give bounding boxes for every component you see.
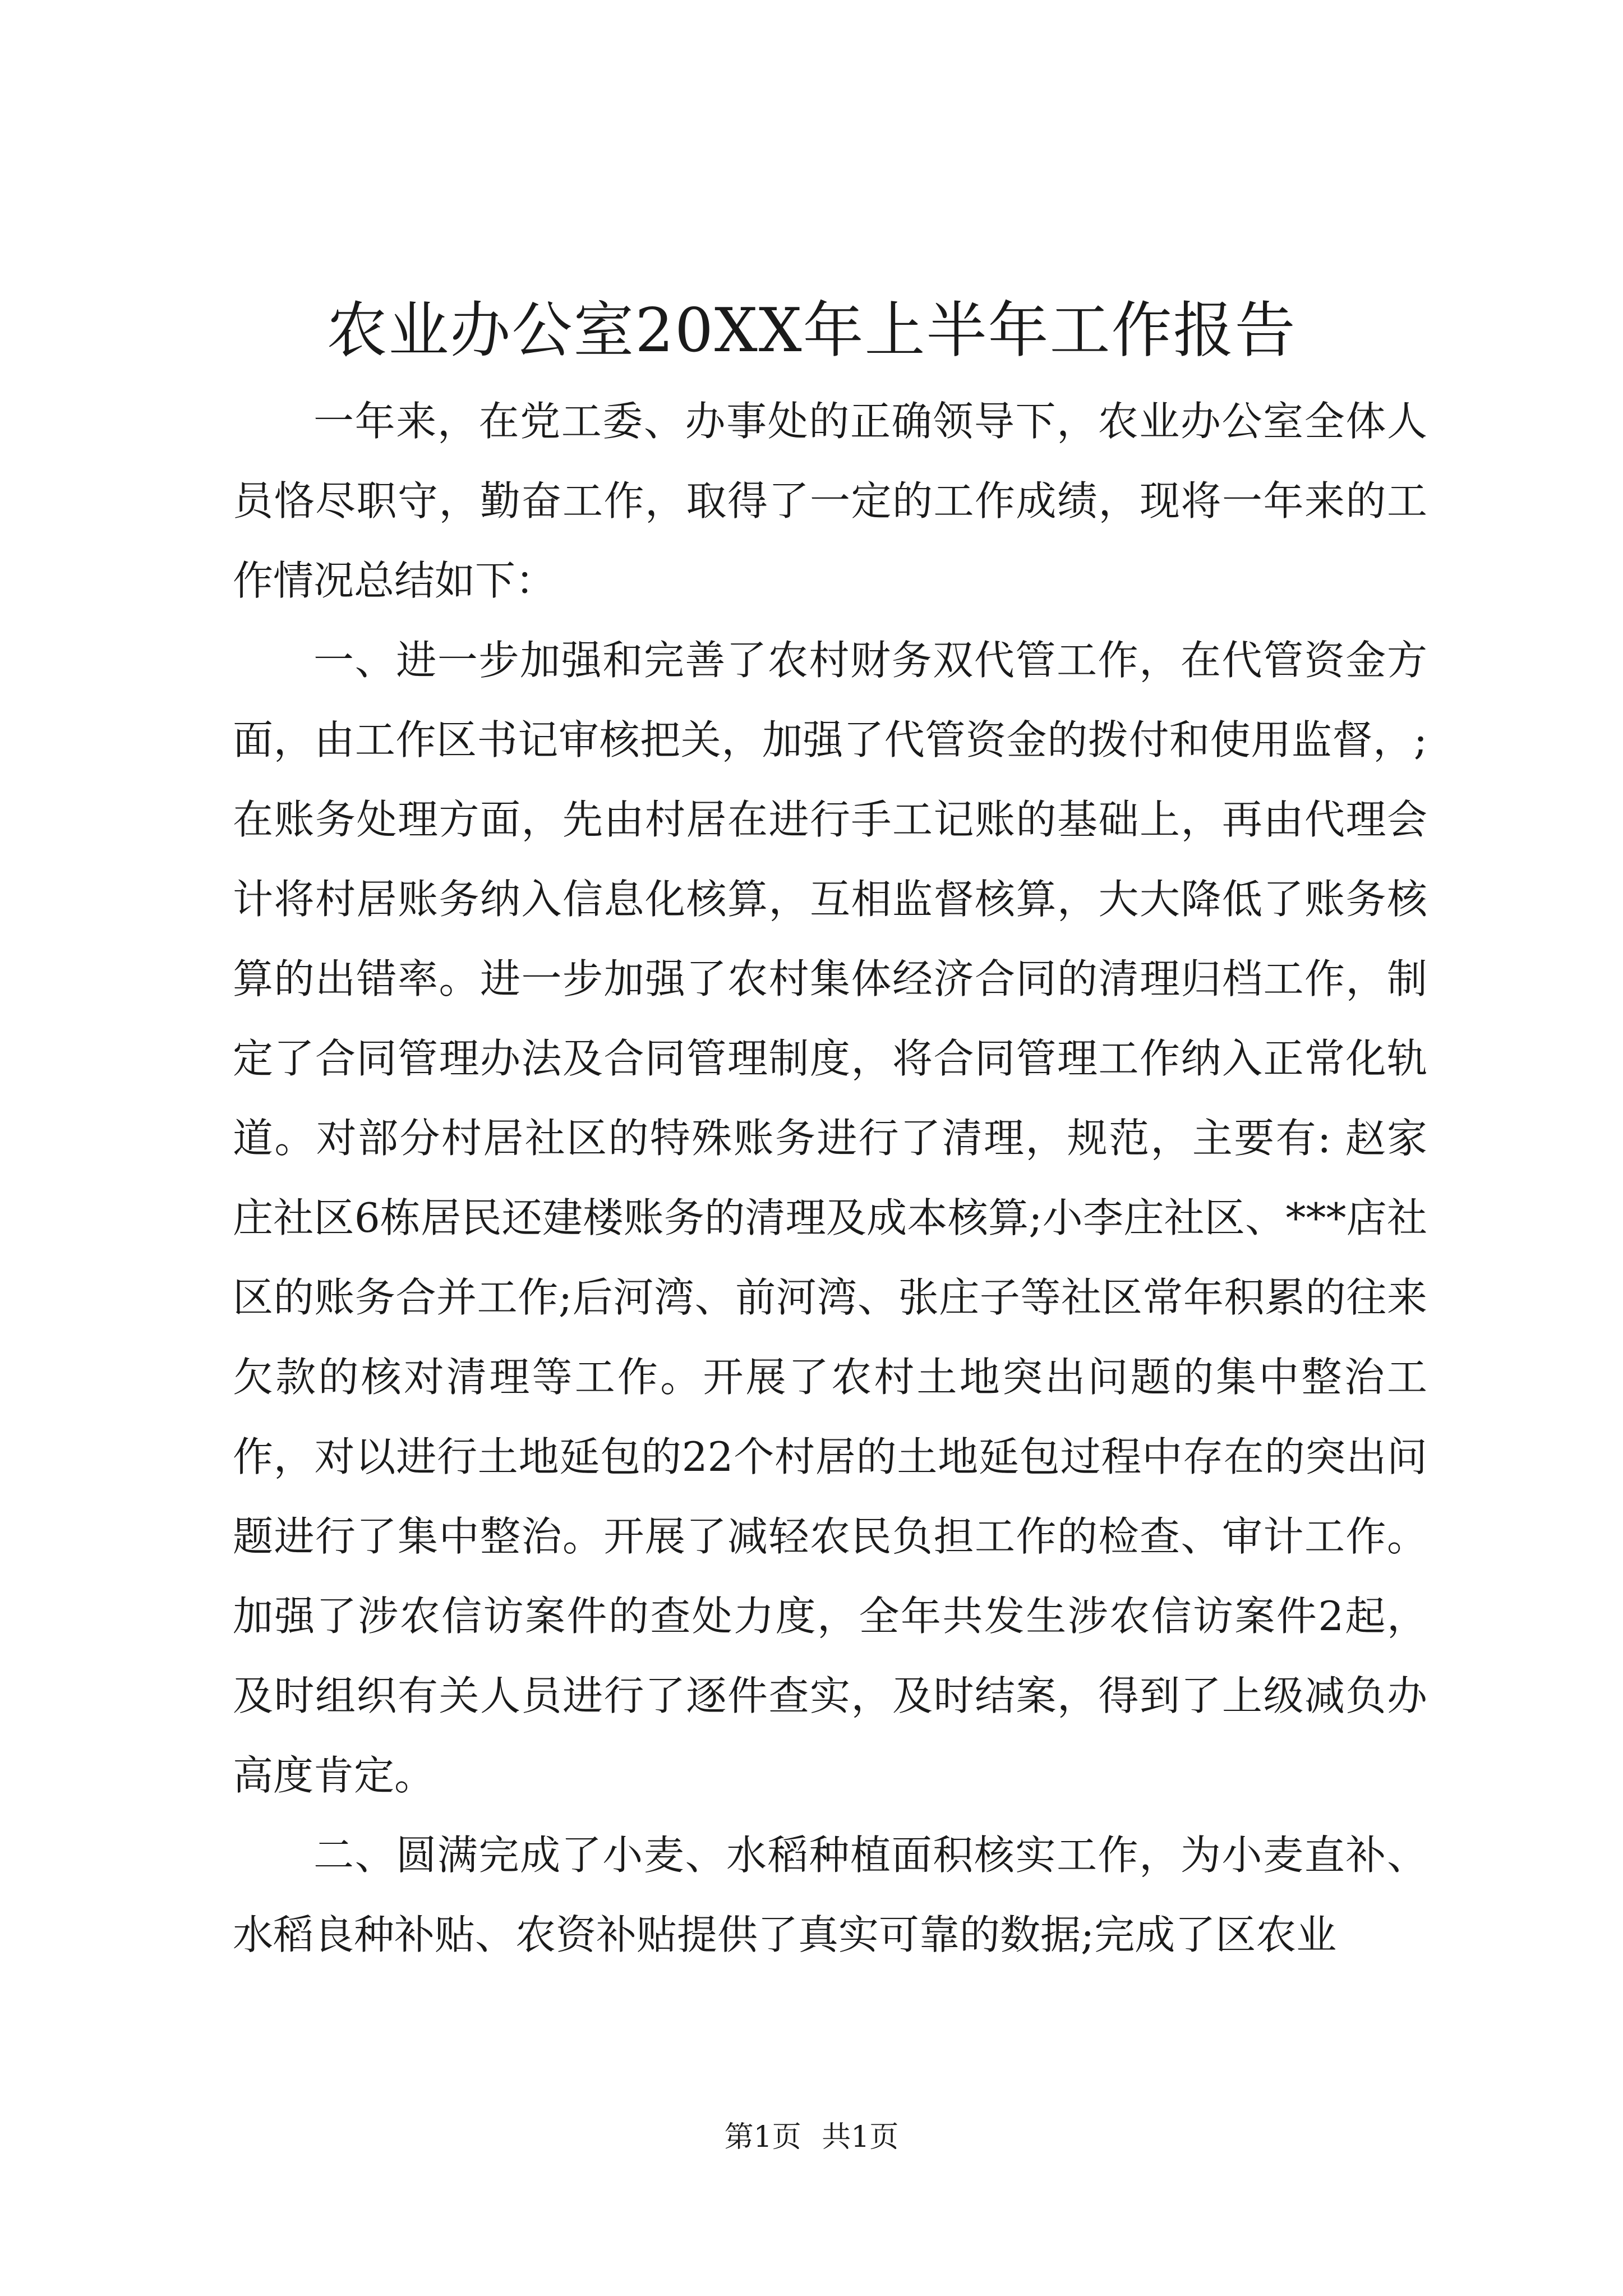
page-footer bbox=[0, 2115, 1623, 2160]
paragraph-section-1: 一、进一步加强和完善了农村财务双代管工作，在代管资金方面，由工作区书记审核把关，加强了代管资金的拨付和使用监督，;在账务处理方面，先由村居在进行手工记账的基础上，再由代理会计将村居账务纳入信息化核算，互相监督核算，大大降低了账务核算的出错率。进一步加强了农村集体经济合同的清理归档工作，制定了合同管理办法及合同管理制度，将合同管理工作纳入正常化轨道。对部分村居社区的特殊账务进行了清理，规范，主要有: 赵家庄社区6栋居民还建楼账务的清理及成本核算;小李庄社区、***店社区的账务合并工作;后河湾、前河湾、张庄子等社区常年积累的往来欠款的核对清理等工作。开展了农村土地突出问题的集中整治工作，对以进行土地延包的22个村居的土地延包过程中存在的突出问题进行了集中整治。开展了减轻农民负担工作的检查、审计工作。加强了涉农信访案件的查处力度，全年共发生涉农信访案件2起，及时组织有关人员进行了逐件查实，及时结案，得到了上级减负办高度肯定。 bbox=[233, 637, 1427, 1799]
page-number-current: 第1页 bbox=[724, 2120, 801, 2154]
paragraph-intro: 一年来，在党工委、办事处的正确领导下，农业办公室全体人员恪尽职守，勤奋工作，取得了一定的工作成绩，现将一年来的工作情况总结如下： bbox=[233, 398, 1427, 604]
page-number-total: 共1页 bbox=[822, 2120, 899, 2154]
document-title: 农业办公室20XX年上半年工作报告 bbox=[326, 296, 1297, 366]
document-body bbox=[233, 381, 1427, 1975]
paragraph-section-2: 二、圆满完成了小麦、水稻种植面积核实工作，为小麦直补、水稻良种补贴、农资补贴提供了真实可靠的数据;完成了区农业 bbox=[233, 1832, 1427, 1958]
